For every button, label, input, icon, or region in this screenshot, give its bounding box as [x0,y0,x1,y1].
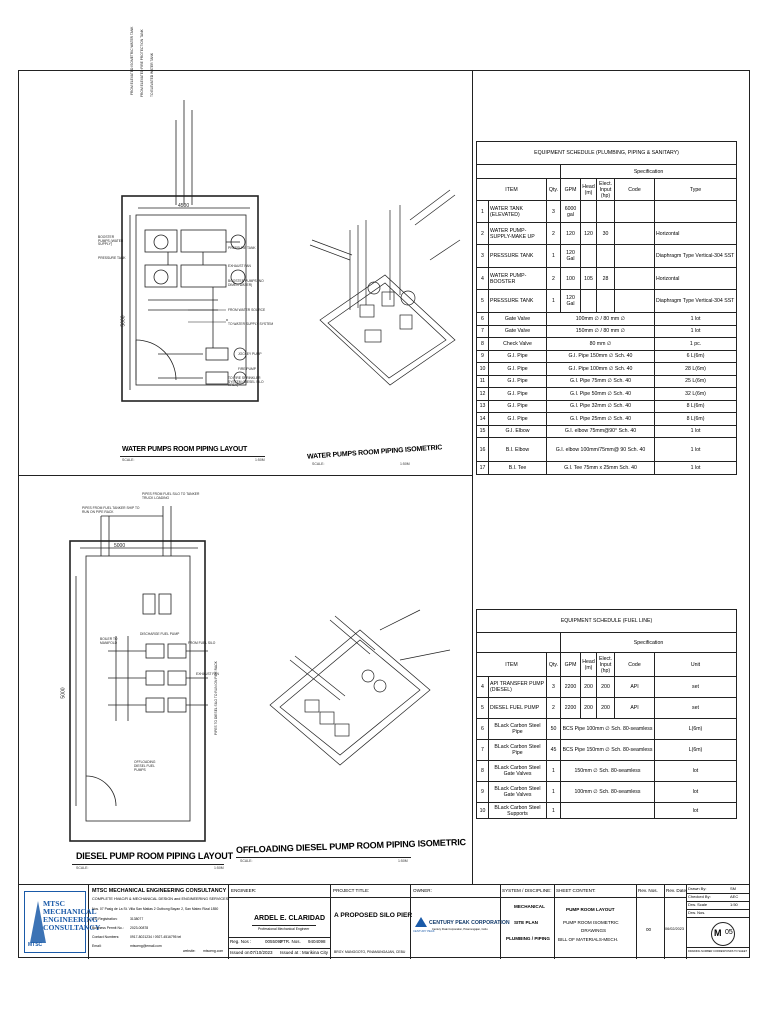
item-name: PRESSURE TANK [489,290,547,313]
row-number: 16 [477,438,489,462]
water-iso-scale-label: SCALE: [312,462,325,466]
water-note-1: FROM ELEVATED ISOMETRIC WATER TANK [130,26,134,95]
item-spec: 80 mm ∅ [547,338,655,351]
item-qty-unit: 8 L(6m) [655,413,737,426]
item-name: B.I. Elbow [489,438,547,462]
water-label-to-fire-sprinkler: TO FIRE SPRINKLER SYSTEM (DIESEL SILO AREA) [228,376,264,388]
item-gpm: 100 [561,268,581,290]
item-name: G.I. Pipe [489,375,547,388]
drawn-value: SM [730,886,736,891]
item-name: BLack Carbon Steel Gate Valves [489,761,547,782]
row-number: 5 [477,290,489,313]
firm-row-label: DTI Registration: [92,917,118,921]
item-input [597,245,615,268]
water-label-from-source: FROM WATER SOURCE [228,308,266,312]
item-input [597,201,615,223]
plumbing-header-item: ITEM [477,179,547,201]
item-qty: 3 [547,201,561,223]
item-name: Gate Valve [489,313,547,326]
item-qty: 1 [547,803,561,819]
table-row [477,201,737,223]
system-line-2: SITE PLAN [514,920,538,925]
diesel-note-left: PIPES FROM FUEL TANKER SHIP TO RUN ON PIPE RACK [82,506,140,514]
item-qty-unit: 1 lot [655,325,737,338]
item-qty: 1 [547,245,561,268]
row-number: 5 [477,698,489,719]
table-row [477,761,737,782]
divider-vertical [472,70,473,884]
item-spec: G.I. Tee 75mm x 25mm Sch. 40 [547,462,655,475]
water-label-to-supply: TO WATER SUPPLY SYSTEM [228,322,274,326]
row-number: 2 [477,223,489,245]
row-number: 3 [477,245,489,268]
reg-value: 0055092 [265,939,283,944]
water-layout-dim-top: 4500 [178,203,190,209]
scale-value: 1:50 [730,902,738,907]
item-qty: 50 [547,719,561,740]
issued-at-label: Issued at : [280,950,301,955]
row-number: 4 [477,677,489,698]
diesel-layout-dim-top: 5000 [114,543,126,549]
row-number: 11 [477,375,489,388]
item-type [655,201,737,223]
item-spec: G.I. Pipe 32mm ∅ Sch. 40 [547,400,655,413]
table-row [477,413,737,426]
water-label-jockey-pump: JOCKEY PUMP [238,352,262,356]
diesel-label-discharge: DISCHARGE FUEL PUMP [140,632,180,636]
row-number: 8 [477,761,489,782]
plumbing-header-type: Type [655,179,737,201]
item-input: 200 [597,677,615,698]
item-spec: G.I. Pipe 25mm ∅ Sch. 40 [547,413,655,426]
item-qty-unit: 1 lot [655,462,737,475]
diesel-iso-title: OFFLOADING DIESEL PUMP ROOM PIPING ISOMETRIC [235,836,466,856]
firm-row-label: Email: [92,944,102,948]
item-name: G.I. Pipe [489,363,547,376]
website-label: website: [183,949,196,953]
sheet-line-3: DRAWINGS [581,928,607,933]
owner-address: Century Peak Corporation, Pinamungajan, Cebu [432,928,488,931]
row-number: 13 [477,400,489,413]
item-gpm: 120 [561,223,581,245]
firm-row-value: 2023-00878 [130,926,149,930]
water-layout-title: WATER PUMPS ROOM PIPING LAYOUT [122,446,248,453]
website-value: mtsceng.com [203,949,224,953]
drawn-label: Drawn By: [688,886,707,891]
item-spec: 100mm ∅ Sch. 80-seamless [561,782,655,803]
item-code [615,268,655,290]
row-number: 15 [477,425,489,438]
fuel-header-qty: Qty. [547,653,561,677]
drw-no-label: Drw. Nos. [688,910,706,915]
item-input: 28 [597,268,615,290]
table-row [477,740,737,761]
item-gpm: 6000 gal [561,201,581,223]
item-gpm: 2200 [561,698,581,719]
table-row [477,268,737,290]
table-row [477,782,737,803]
diesel-note-right: PIPES FROM FUEL SILO TO TANKER TRUCK LOADING [142,492,200,500]
item-name: G.I. Pipe [489,350,547,363]
project-title: A PROPOSED SILO PIER [334,912,413,919]
item-qty-unit: 28 L(6m) [655,363,737,376]
row-number: 4 [477,268,489,290]
table-row [477,350,737,363]
item-name: PRESSURE TANK [489,245,547,268]
diesel-layout-dim-side: 5000 [60,687,67,699]
item-name: Gate Valve [489,325,547,338]
table-row [477,325,737,338]
item-unit: set [655,677,737,698]
fuel-spec-header: Specification [561,633,737,653]
scale-label: Drw. Scale [688,902,708,907]
water-pumps-isometric-drawing [290,180,470,450]
item-code [615,223,655,245]
item-gpm: 120 Gal [561,290,581,313]
item-unit: lot [655,761,737,782]
row-number: 10 [477,363,489,376]
fuel-header-code: Code [615,653,655,677]
issued-on-label: Issued on : [230,950,253,955]
water-iso-title: WATER PUMPS ROOM PIPING ISOMETRIC [306,444,443,461]
item-gpm: 120 Gal [561,245,581,268]
fuel-header-gpm: GPM [561,653,581,677]
item-name: API TRANSFER PUMP (DIESEL) [489,677,547,698]
plumbing-spec-header: Specification [561,165,737,179]
item-name: BLack Carbon Steel Pipe [489,719,547,740]
water-layout-scale-label: SCALE: [122,458,135,462]
logo-line-2: MECHANICAL [43,907,97,916]
water-note-3: TO ELEVATED WATER TANK [150,52,154,97]
row-number: 7 [477,325,489,338]
water-layout-scale-value: 1:50M [255,458,265,462]
item-spec: BCS Pipe 100mm ∅ Sch. 80-seamless [561,719,655,740]
firm-services: COMPLETE HVAC/R & MECHANICAL DESIGN and ENGINEERING SERVICES [92,897,229,901]
water-note-2: FROM ELEVATED FIRE PROTECTION TANK [140,29,144,97]
logo-line-3: ENGINEERING [43,915,98,924]
plumbing-header-gpm: GPM [561,179,581,201]
plumbing-header-input: Elect. Input (hp) [597,179,615,201]
item-head [581,290,597,313]
row-number: 10 [477,803,489,819]
plumbing-header-qty: Qty. [547,179,561,201]
diesel-label-from-silo: FROM FUEL SILO [188,641,216,645]
table-row [477,363,737,376]
item-spec: G.I. elbow 75mm@90° Sch. 40 [547,425,655,438]
firm-name: MTSC MECHANICAL ENGINEERING CONSULTANCY [92,888,227,894]
diesel-isometric-drawing [250,590,470,820]
water-label-pressure-tank-2: PRESSURE TANK [228,246,256,250]
item-qty: 1 [547,782,561,803]
reg-label: Reg. Nos : [230,939,252,944]
item-qty-unit: 1 pc. [655,338,737,351]
water-label-pressure-tank-1: PRESSURE TANK [98,256,126,260]
sheet-line-1: PUMP ROOM LAYOUT [566,907,615,912]
project-label: PROJECT TITLE: [333,888,370,893]
row-number: 8 [477,338,489,351]
system-line-3: PLUMBING / PIPING [506,936,550,941]
diesel-label-pipes-to-silo: PIPES TO DIESEL SILO TO RUN ON PIPE RACK [214,661,218,735]
item-name: BLack Carbon Steel Pipe [489,740,547,761]
fuel-header-unit: Unit [655,653,737,677]
fuel-schedule-title: EQUIPMENT SCHEDULE (FUEL LINE) [477,610,737,633]
water-iso-scale-value: 1:50M [400,462,410,466]
item-code [615,290,655,313]
table-row [477,313,737,326]
item-qty: 1 [547,290,561,313]
item-name: G.I. Pipe [489,413,547,426]
item-spec [561,803,655,819]
table-row [477,290,737,313]
item-input: 200 [597,698,615,719]
item-type: Horizontal [655,223,737,245]
item-name: G.I. Pipe [489,388,547,401]
fuel-header-item: ITEM [477,653,547,677]
item-name: WATER PUMP-BOOSTER [489,268,547,290]
sheet-label: SHEET CONTENT: [556,888,596,893]
plumbing-header-head: Head (m) [581,179,597,201]
sheet-line-4: BILL OF MATERIALS-MECH. [558,937,619,942]
table-row [477,425,737,438]
ptr-label: PTR. Nos. [280,939,301,944]
item-type: Horizontal [655,268,737,290]
project-location: BRGY. MANGGOTO, PINAMUNGAJAN, CEBU [334,950,406,954]
plumbing-schedule-title: EQUIPMENT SCHEDULE (PLUMBING, PIPING & SANITARY) [477,142,737,165]
item-unit: lot [655,803,737,819]
item-name: WATER PUMP-SUPPLY-MAKE UP [489,223,547,245]
rev-nos-value: 00 [646,927,652,932]
item-name: BLack Carbon Steel Supports [489,803,547,819]
item-name: BLack Carbon Steel Gate Valves [489,782,547,803]
title-block [18,884,750,959]
item-unit: L(6m) [655,740,737,761]
item-head: 120 [581,223,597,245]
table-row [477,338,737,351]
item-head: 105 [581,268,597,290]
item-gpm: 2200 [561,677,581,698]
owner-mark: CENTURY PEAK [413,929,435,933]
sheet-line-2: PUMP ROOM ISOMETRIC [563,920,619,925]
system-label: SYSTEM / DISCIPLINE: [502,888,552,893]
water-label-booster-2: BOOSTER PUMPS (NO DIMEN WATER) [228,279,264,287]
item-head [581,201,597,223]
item-qty: 2 [547,268,561,290]
water-label-booster: BOOSTER PUMPS (WATER SUPPLY) [98,235,124,247]
item-qty: 1 [547,761,561,782]
item-code [615,201,655,223]
item-code: API [615,677,655,698]
item-name: B.I. Tee [489,462,547,475]
water-label-exhaust-fan: EXHAUST FAN [228,264,251,268]
row-number: 6 [477,313,489,326]
item-spec: G.I. Pipe 50mm ∅ Sch. 40 [547,388,655,401]
item-name: WATER TANK (ELEVATED) [489,201,547,223]
firm-row-value: mtsceng@email.com [130,944,162,948]
checked-label: Checked By: [688,894,711,899]
owner-name: CENTURY PEAK CORPORATION [429,920,510,926]
table-row [477,698,737,719]
item-name: G.I. Elbow [489,425,547,438]
row-number: 7 [477,740,489,761]
ptr-value: 9404098 [308,939,326,944]
table-row [477,462,737,475]
item-qty: 2 [547,698,561,719]
table-row [477,803,737,819]
item-qty-unit: 1 lot [655,425,737,438]
issued-at-value: Marikina City [302,950,329,955]
item-spec: 100mm ∅ / 80 mm ∅ [547,313,655,326]
rev-date-label: Rev. Date: [666,888,688,893]
item-type: Diaphragm Type Vertical-304 SST [655,290,737,313]
item-name: G.I. Pipe [489,400,547,413]
diesel-layout-scale-value: 1:50M [214,866,224,870]
firm-row-label: Business Permit No.: [92,926,124,930]
water-label-fire-pump: FIRE PUMP [238,367,256,371]
item-qty-unit: 8 L(6m) [655,400,737,413]
firm-row-value: 0917-8021234 / 0927-4516795 tel [130,935,182,939]
table-row [477,388,737,401]
table-row [477,400,737,413]
item-unit: L(6m) [655,719,737,740]
row-number: 12 [477,388,489,401]
item-code [615,245,655,268]
engineer-name: ARDEL E. CLARIDAD [254,915,326,922]
fuel-header-head: Head (m) [581,653,597,677]
diesel-label-manifold: BOILER TO MANIFOLD [100,637,118,645]
item-qty: 2 [547,223,561,245]
item-qty: 45 [547,740,561,761]
footer-note: DRAWING NUMBER CORRESPONDS TO SHEET [688,950,748,953]
logo-line-1: MTSC [43,899,65,908]
logo-mark: MTSC [28,942,43,948]
rev-nos-label: Rev. Nos. [638,888,658,893]
item-unit: set [655,698,737,719]
row-number: 1 [477,201,489,223]
system-line-1: MECHANICAL [514,904,545,909]
diesel-label-offloading: OFFLOADING DIESEL FUEL PUMPS [134,760,156,772]
owner-label: OWNER: [413,888,432,893]
row-number: 14 [477,413,489,426]
owner-logo-icon [414,915,428,929]
firm-row-label: Contact Numbers: [92,935,120,939]
rev-date-value: 06/02/2023 [665,927,685,931]
item-spec: 150mm ∅ / 80 mm ∅ [547,325,655,338]
row-number: 17 [477,462,489,475]
sheet-no: 05 [725,929,733,936]
item-qty-unit: 32 L(6m) [655,388,737,401]
diesel-iso-scale-label: SCALE: [240,859,253,863]
firm-address: Nos. 07 Pasig de La St. Villa San Matias 2 Outbong Bayan 2, San Mateo Rizal 1850 [92,907,219,911]
item-qty-unit: 1 lot [655,438,737,462]
diesel-layout-scale-label: SCALE: [76,866,89,870]
item-spec: G.I. Pipe 75mm ∅ Sch. 40 [547,375,655,388]
table-row [477,719,737,740]
checked-value: AEC [730,894,739,899]
table-row [477,245,737,268]
row-number: 9 [477,350,489,363]
diesel-label-exhaust: EXHAUST FAN [196,672,219,676]
item-head: 200 [581,698,597,719]
firm-row-value: 3138077 [130,917,144,921]
item-qty-unit: 25 L(6m) [655,375,737,388]
logo-line-4: CONSULTANCY [43,923,101,932]
item-name: Check Valve [489,338,547,351]
row-number: 9 [477,782,489,803]
item-spec: G.I. Pipe 150mm ∅ Sch. 40 [547,350,655,363]
item-type: Diaphragm Type Vertical-304 SST [655,245,737,268]
item-spec: 150mm ∅ Sch. 80-seamless [561,761,655,782]
item-code: API [615,698,655,719]
item-qty-unit: 6 L(6m) [655,350,737,363]
item-input: 30 [597,223,615,245]
sheet-prefix: M [714,928,722,938]
engineer-role: Professional Mechanical Engineer [258,927,310,931]
item-spec: BCS Pipe 150mm ∅ Sch. 80-seamless [561,740,655,761]
item-spec: G.I. Pipe 100mm ∅ Sch. 40 [547,363,655,376]
item-input [597,290,615,313]
item-qty-unit: 1 lot [655,313,737,326]
issued-on-value: 07/10/2023 [250,950,273,955]
item-spec: G.I. elbow 100mm/75mm@ 90 Sch. 40 [547,438,655,462]
diesel-layout-title: DIESEL PUMP ROOM PIPING LAYOUT [76,851,233,861]
item-head [581,245,597,268]
table-row [477,677,737,698]
fuel-header-input: Elect. Input (hp) [597,653,615,677]
item-qty: 3 [547,677,561,698]
row-number: 6 [477,719,489,740]
table-row [477,438,737,462]
fuel-schedule-table [476,609,737,819]
engineer-label: ENGINEER: [231,888,257,893]
table-row [477,375,737,388]
table-row [477,223,737,245]
item-name: DIESEL FUEL PUMP [489,698,547,719]
plumbing-header-code: Code [615,179,655,201]
water-layout-dim-side: 5000 [120,315,127,327]
plumbing-schedule-table [476,141,737,475]
item-head: 200 [581,677,597,698]
item-unit: lot [655,782,737,803]
diesel-iso-scale-value: 1:50M [398,859,408,863]
